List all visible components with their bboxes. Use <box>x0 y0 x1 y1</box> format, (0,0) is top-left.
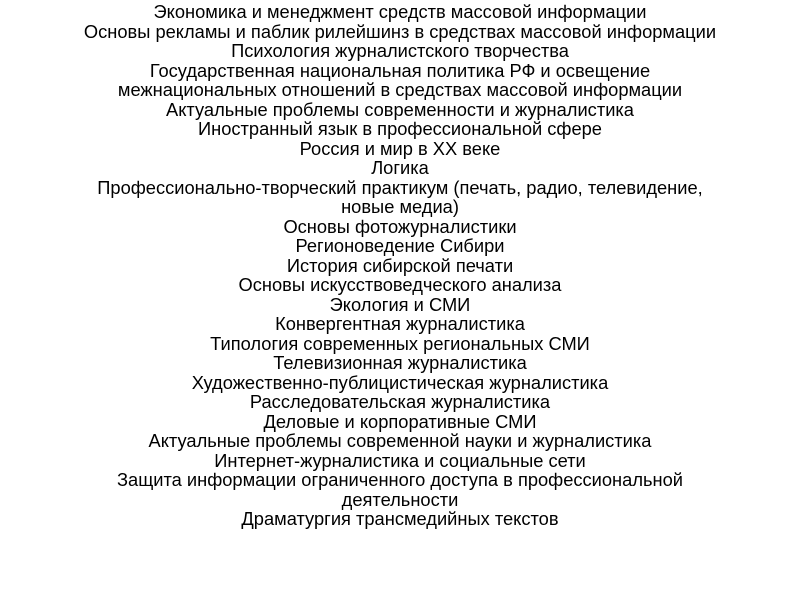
course-line: новые медиа) <box>341 196 459 217</box>
course-line: Логика <box>371 157 429 178</box>
course-line: Иностранный язык в профессиональной сфере <box>198 118 602 139</box>
course-line: Актуальные проблемы современной науки и журналистика <box>148 430 652 451</box>
course-line: деятельности <box>341 488 459 510</box>
course-line: Россия и мир в XX веке <box>299 137 501 159</box>
course-line: Защита информации ограниченного доступа в профессиональной <box>117 469 683 490</box>
course-line: Основы рекламы и паблик рилейшинз в средствах массовой информации <box>83 20 717 42</box>
course-line: Типология современных региональных СМИ <box>210 332 590 354</box>
course-line: Конвергентная журналистика <box>275 313 525 334</box>
course-line: Расследовательская журналистика <box>249 391 551 412</box>
course-line: Интернет-журналистика и социальные сети <box>214 449 586 471</box>
course-line: межнациональных отношений в средствах массовой информации <box>117 79 683 100</box>
course-line: Телевизионная журналистика <box>273 352 527 373</box>
course-line: Экология и СМИ <box>329 293 471 315</box>
course-line: Профессионально-творческий практикум (печать, радио, телевидение, <box>97 176 703 198</box>
course-line: Основы фотожурналистики <box>283 215 517 237</box>
course-line: Основы искусствоведческого анализа <box>238 274 562 295</box>
course-line: Государственная национальная политика РФ и освещение <box>149 59 651 81</box>
course-line: Деловые и корпоративные СМИ <box>263 410 537 432</box>
course-line: Драматургия трансмедийных текстов <box>241 508 559 529</box>
course-line: Художественно-публицистическая журналистика <box>191 371 609 393</box>
course-list <box>14 2 786 529</box>
course-line: Психология журналистского творчества <box>231 40 569 61</box>
course-line: Актуальные проблемы современности и журналистика <box>166 98 634 120</box>
course-line: История сибирской печати <box>286 254 514 276</box>
course-line: Экономика и менеджмент средств массовой информации <box>153 1 647 22</box>
course-line: Регионоведение Сибири <box>295 235 505 256</box>
